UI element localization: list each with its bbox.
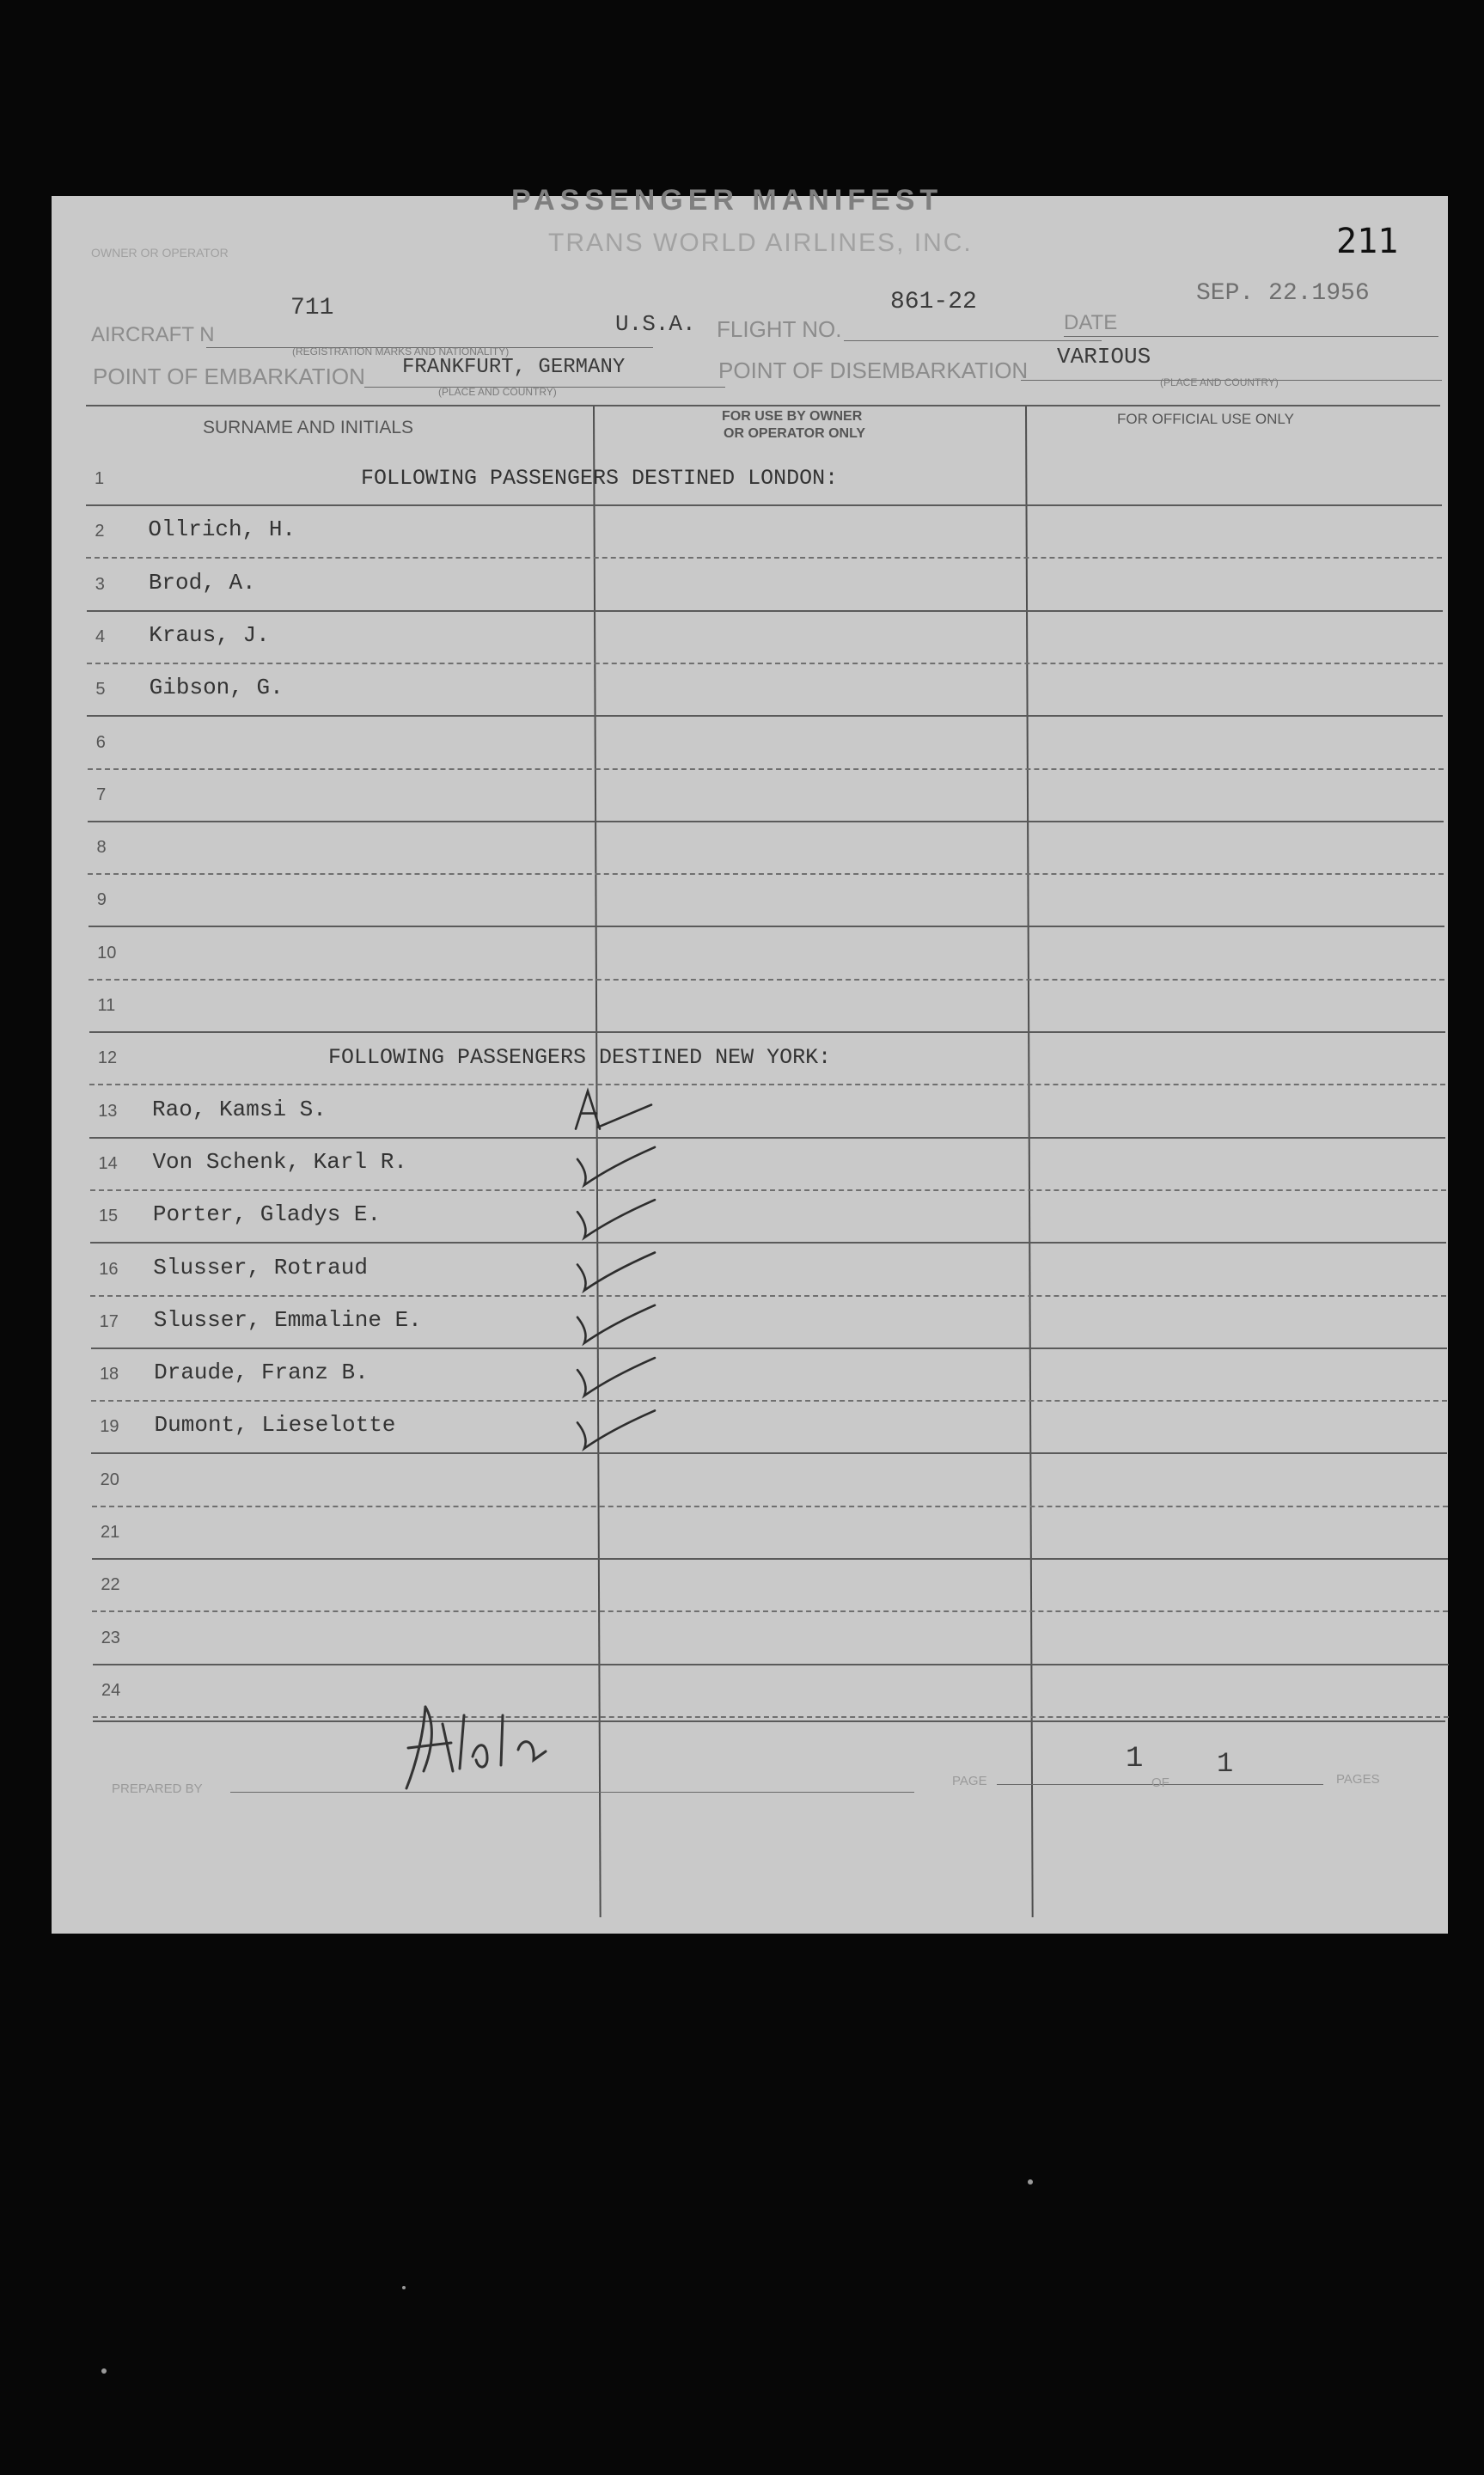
row-number: 16 bbox=[99, 1259, 119, 1279]
date-label: DATE bbox=[1064, 311, 1118, 334]
col-owner-use-1: FOR USE BY OWNER bbox=[722, 409, 863, 424]
row-number: 15 bbox=[98, 1207, 119, 1226]
col-owner-use-2: OR OPERATOR ONLY bbox=[724, 426, 866, 441]
row-number: 3 bbox=[95, 574, 105, 594]
passenger-name: Dumont, Lieselotte bbox=[154, 1412, 396, 1439]
row-number: 12 bbox=[97, 1048, 118, 1068]
passenger-name: Draude, Franz B. bbox=[154, 1360, 369, 1386]
col-surname: SURNAME AND INITIALS bbox=[203, 418, 414, 437]
row-number: 10 bbox=[97, 943, 117, 962]
flight-label: FLIGHT NO. bbox=[717, 316, 842, 342]
col-official: FOR OFFICIAL USE ONLY bbox=[1117, 411, 1294, 427]
aircraft-country: U.S.A. bbox=[615, 311, 696, 337]
disembarkation-place: VARIOUS bbox=[1057, 344, 1151, 370]
scan-dust bbox=[101, 2368, 107, 2374]
passenger-name: Gibson, G. bbox=[149, 675, 284, 701]
destination-heading: FOLLOWING PASSENGERS DESTINED NEW YORK: bbox=[328, 1045, 832, 1071]
row-number: 24 bbox=[101, 1680, 121, 1700]
row-number: 18 bbox=[99, 1365, 119, 1384]
check-mark bbox=[577, 1410, 655, 1448]
flight-number: 861-22 bbox=[890, 289, 977, 315]
passenger-name: Kraus, J. bbox=[149, 621, 270, 648]
row-number: 6 bbox=[95, 732, 106, 752]
row-number: 23 bbox=[101, 1628, 120, 1647]
handwritten-a-mark bbox=[576, 1091, 651, 1129]
aircraft-number: 711 bbox=[290, 295, 334, 321]
manifest-page bbox=[52, 184, 1448, 1934]
page-value: 1 bbox=[1126, 1743, 1144, 1775]
check-mark bbox=[577, 1253, 655, 1291]
airline-name: TRANS WORLD AIRLINES, INC. bbox=[548, 229, 973, 257]
row-number: 21 bbox=[101, 1523, 120, 1542]
aircraft-label: AIRCRAFT N bbox=[91, 323, 215, 346]
row-number: 13 bbox=[98, 1101, 118, 1121]
registration-caption: (REGISTRATION MARKS AND NATIONALITY) bbox=[292, 345, 510, 358]
check-mark bbox=[577, 1147, 655, 1185]
row-number: 11 bbox=[97, 996, 116, 1015]
of-value: 1 bbox=[1217, 1748, 1234, 1780]
row-number: 8 bbox=[96, 838, 107, 858]
scan-dust bbox=[1028, 2179, 1033, 2185]
row-number: 4 bbox=[95, 626, 106, 646]
passenger-name: Brod, A. bbox=[148, 569, 256, 596]
destination-heading: FOLLOWING PASSENGERS DESTINED LONDON: bbox=[361, 466, 839, 491]
check-mark bbox=[577, 1358, 655, 1396]
row-number: 1 bbox=[95, 469, 105, 488]
passenger-name: Ollrich, H. bbox=[148, 516, 296, 543]
row-number: 22 bbox=[101, 1575, 120, 1595]
passenger-name: Slusser, Rotraud bbox=[153, 1254, 368, 1280]
passenger-name: Rao, Kamsi S. bbox=[152, 1096, 327, 1122]
page-label: PAGE bbox=[952, 1774, 987, 1788]
page-number: 211 bbox=[1336, 222, 1399, 261]
place-caption-embarkation: (PLACE AND COUNTRY) bbox=[438, 386, 557, 398]
check-marks bbox=[52, 196, 1448, 1934]
row-number: 9 bbox=[96, 890, 107, 910]
row-number: 7 bbox=[96, 785, 107, 804]
flight-date: SEP. 22.1956 bbox=[1196, 280, 1370, 307]
embarkation-label: POINT OF EMBARKATION bbox=[93, 364, 365, 389]
check-mark bbox=[577, 1200, 655, 1238]
pages-label: PAGES bbox=[1336, 1772, 1380, 1787]
row-number: 5 bbox=[95, 680, 106, 700]
row-number: 14 bbox=[98, 1153, 118, 1173]
row-number: 20 bbox=[100, 1470, 119, 1489]
check-mark bbox=[577, 1305, 655, 1343]
passenger-name: Porter, Gladys E. bbox=[152, 1201, 382, 1228]
prepared-label: PREPARED BY bbox=[112, 1781, 203, 1796]
manifest-title: PASSENGER MANIFEST bbox=[511, 184, 944, 217]
of-label: OF bbox=[1151, 1775, 1169, 1790]
embarkation-place: FRANKFURT, GERMANY bbox=[402, 356, 626, 379]
passenger-name: Slusser, Emmaline E. bbox=[153, 1306, 422, 1333]
preparer-signature bbox=[391, 1690, 614, 1793]
row-number: 17 bbox=[99, 1311, 119, 1331]
place-caption-disembarkation: (PLACE AND COUNTRY) bbox=[1160, 376, 1279, 388]
passenger-name: Von Schenk, Karl R. bbox=[152, 1148, 407, 1175]
owner-label: OWNER OR OPERATOR bbox=[91, 246, 229, 260]
disembarkation-label: POINT OF DISEMBARKATION bbox=[718, 358, 1029, 383]
row-number: 19 bbox=[100, 1417, 119, 1437]
scan-dust bbox=[402, 2286, 406, 2289]
row-number: 2 bbox=[95, 522, 105, 541]
